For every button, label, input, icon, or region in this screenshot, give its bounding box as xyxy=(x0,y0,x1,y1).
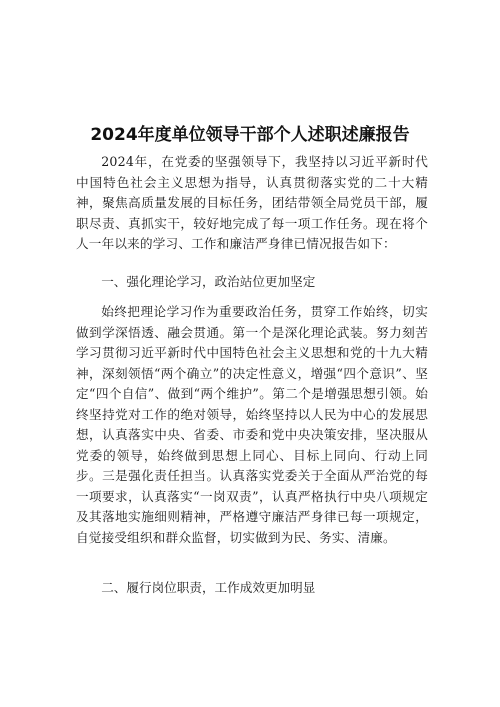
section-heading-2: 二、履行岗位职责，工作成效更加明显 xyxy=(101,580,316,595)
document-title: 2024年度单位领导干部个人述职述廉报告 xyxy=(90,125,410,145)
section-1-paragraph: 始终把理论学习作为重要政治任务，贯穿工作始终，切实做到学深悟透、融会贯通。第一个是深化理论武装。努力刻苦学习贯彻习近平新时代中国特色社会主义思想和党的十九大精神，深刻领悟“两个确立”的决定性意义，增强“四个意识”、坚定“四个自信”、做到“两个维护”。第二个是增强思想引领。始终坚持党对工作的绝对领导，始终坚持以人民为中心的发展思想，认真落实中央、省委、市委和党中央决策安排，坚决服从党委的领导，始终做到思想上同心、目标上同向、行动上同步。三是强化责任担当。认真落实党委关于全面从严治党的每一项要求，认真落实“一岗双责”，认真严格执行中央八项规定及其落地实施细则精神，严格遵守廉洁严身律已每一项规定，自觉接受组织和群众监督，切实做到为民、务实、清廉。 xyxy=(76,304,428,545)
intro-paragraph: 2024年，在党委的坚强领导下，我坚持以习近平新时代中国特色社会主义思想为指导，认真贯彻落实党的二十大精神，聚焦高质量发展的目标任务，团结带领全局党员干部，履职尽责、真抓实干，较好地完成了每一项工作任务。现在将个人一年以来的学习、工作和廉洁严身律已情况报告如下： xyxy=(76,154,428,251)
section-heading-1: 一、强化理论学习，政治站位更加坚定 xyxy=(101,274,316,289)
